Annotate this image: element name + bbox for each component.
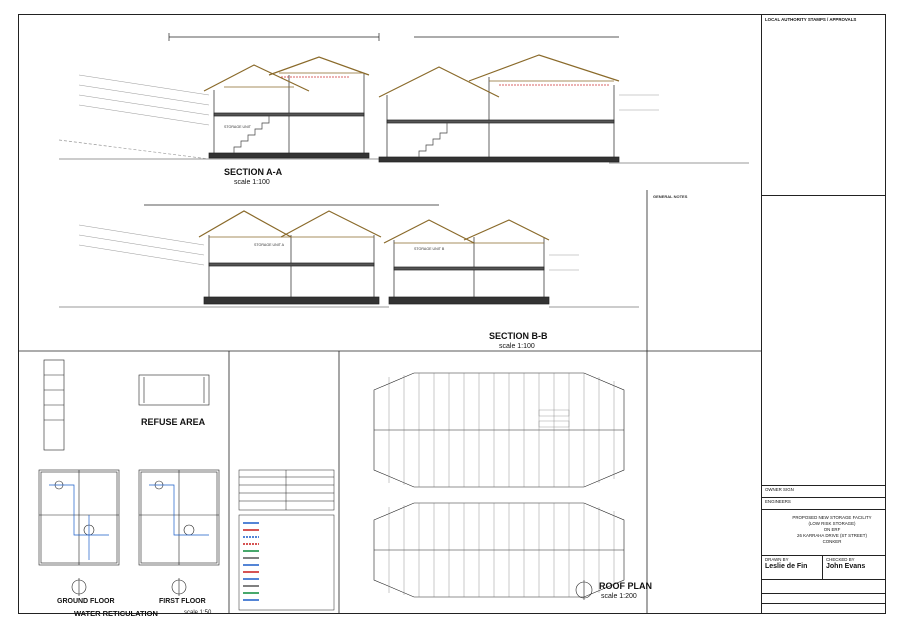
stamp-header: LOCAL AUTHORITY STAMPS / APPROVALS: [765, 17, 857, 22]
title-block: [761, 15, 886, 613]
water-reticulation-title: WATER RETICULATION: [74, 609, 158, 618]
project-line-4: 26 KARRAHA DRIVE (ST STREET): [797, 533, 867, 538]
project-line-1: PROPOSED NEW STORAGE FACILITY: [792, 515, 872, 520]
project-line-2: (LOW RISK STORAGE): [808, 521, 856, 526]
room-label-storage: STORAGE UNIT: [224, 125, 251, 129]
project-line-3: ON ERF: [823, 527, 841, 532]
engineer-label: ENGINEERS: [765, 499, 791, 504]
project-line-5: CONKER: [822, 539, 842, 544]
water-reticulation-scale: scale 1:50: [184, 610, 212, 616]
notes-header: GENERAL NOTES: [653, 194, 688, 199]
drawn-by-label: DRAWN BY: [765, 557, 789, 562]
owner-label: OWNER SIGN: [765, 487, 794, 492]
section-b-title: SECTION B-B: [489, 331, 548, 341]
drawing-linework: [19, 15, 885, 613]
ground-floor-title: GROUND FLOOR: [57, 598, 115, 605]
first-floor-title: FIRST FLOOR: [159, 598, 206, 605]
drawing-sheet: [18, 14, 886, 618]
room-label-storage-b: STORAGE UNIT B: [414, 247, 445, 251]
section-b-scale: scale 1:100: [499, 343, 535, 350]
drawn-by-name: Leslie de Fin: [765, 563, 808, 570]
roof-plan-title: ROOF PLAN: [599, 581, 652, 591]
refuse-area-title: REFUSE AREA: [141, 417, 206, 427]
checked-by-name: John Evans: [826, 563, 866, 570]
checked-by-label: CHECKED BY: [826, 557, 855, 562]
room-label-storage-a: STORAGE UNIT A: [254, 243, 285, 247]
section-a-scale: scale 1:100: [234, 179, 270, 186]
roof-plan-scale: scale 1:200: [601, 593, 637, 600]
section-a-title: SECTION A-A: [224, 167, 283, 177]
